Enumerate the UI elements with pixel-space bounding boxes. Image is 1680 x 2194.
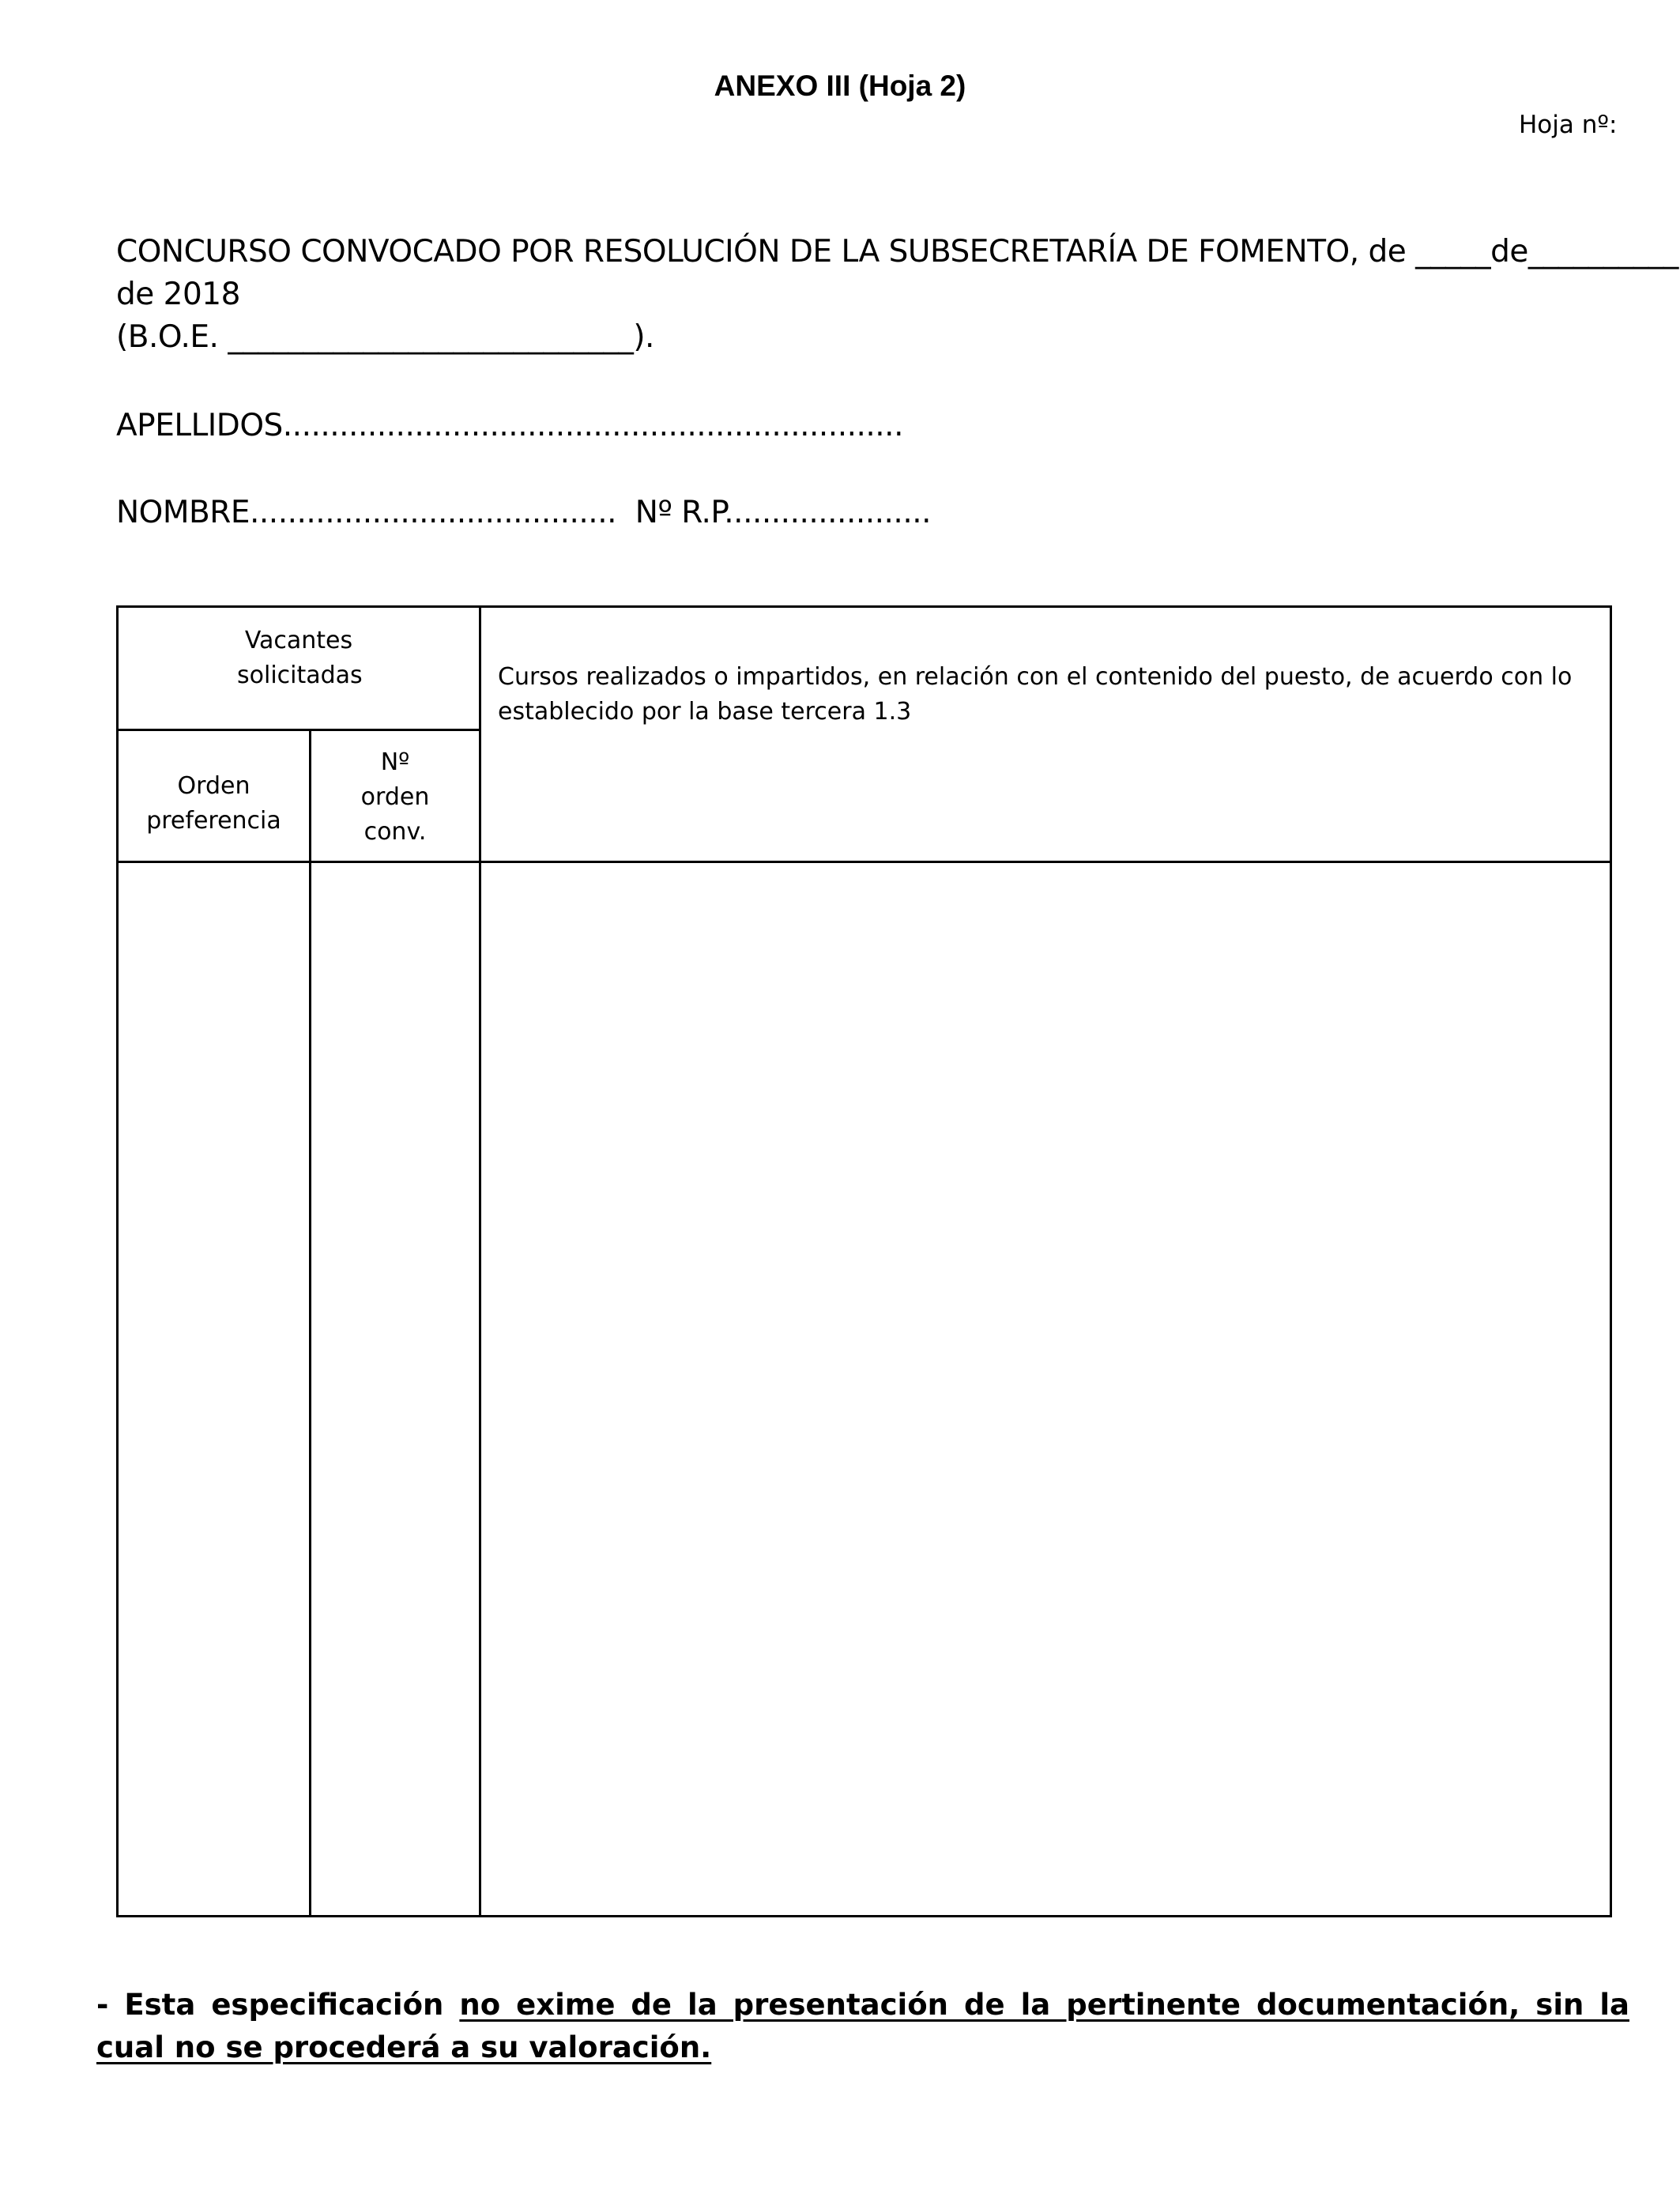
sheet-number-label: Hoja nº:: [1519, 111, 1618, 139]
courses-header: Cursos realizados o impartidos, en relación con el contenido del puesto, de acuerdo con lo establecido por la base tercera 1.3: [498, 663, 1573, 726]
column-divider-1: [309, 729, 311, 1917]
call-order-header: Nº orden conv.: [360, 748, 430, 846]
courses-table: [116, 605, 1612, 1917]
name-field: NOMBRE....................................... Nº R.P......................: [116, 495, 932, 530]
vacancies-header: Vacantes solicitadas: [237, 627, 363, 689]
contest-year-line: de 2018: [116, 277, 240, 312]
surname-field: APELLIDOS..................................................................: [116, 408, 903, 443]
contest-line: CONCURSO CONVOCADO POR RESOLUCIÓN DE LA SUBSECRETARÍA DE FOMENTO, de _____de__________: [116, 234, 1678, 270]
column-divider-2: [479, 608, 481, 1917]
note-underlined: no exime de la presentación de la pertinente documentación, sin la cual no se procederá a su valoración.: [96, 1988, 1629, 2064]
subheader-divider: [119, 729, 480, 731]
note-prefix: - Esta especificación: [96, 1988, 460, 2022]
page-title: ANEXO III (Hoja 2): [714, 70, 966, 102]
preference-order-header: Orden preferencia: [146, 772, 281, 835]
boe-line: (B.O.E. ___________________________).: [116, 319, 654, 355]
documentation-note: [96, 1984, 1629, 2069]
header-divider: [119, 861, 1612, 863]
